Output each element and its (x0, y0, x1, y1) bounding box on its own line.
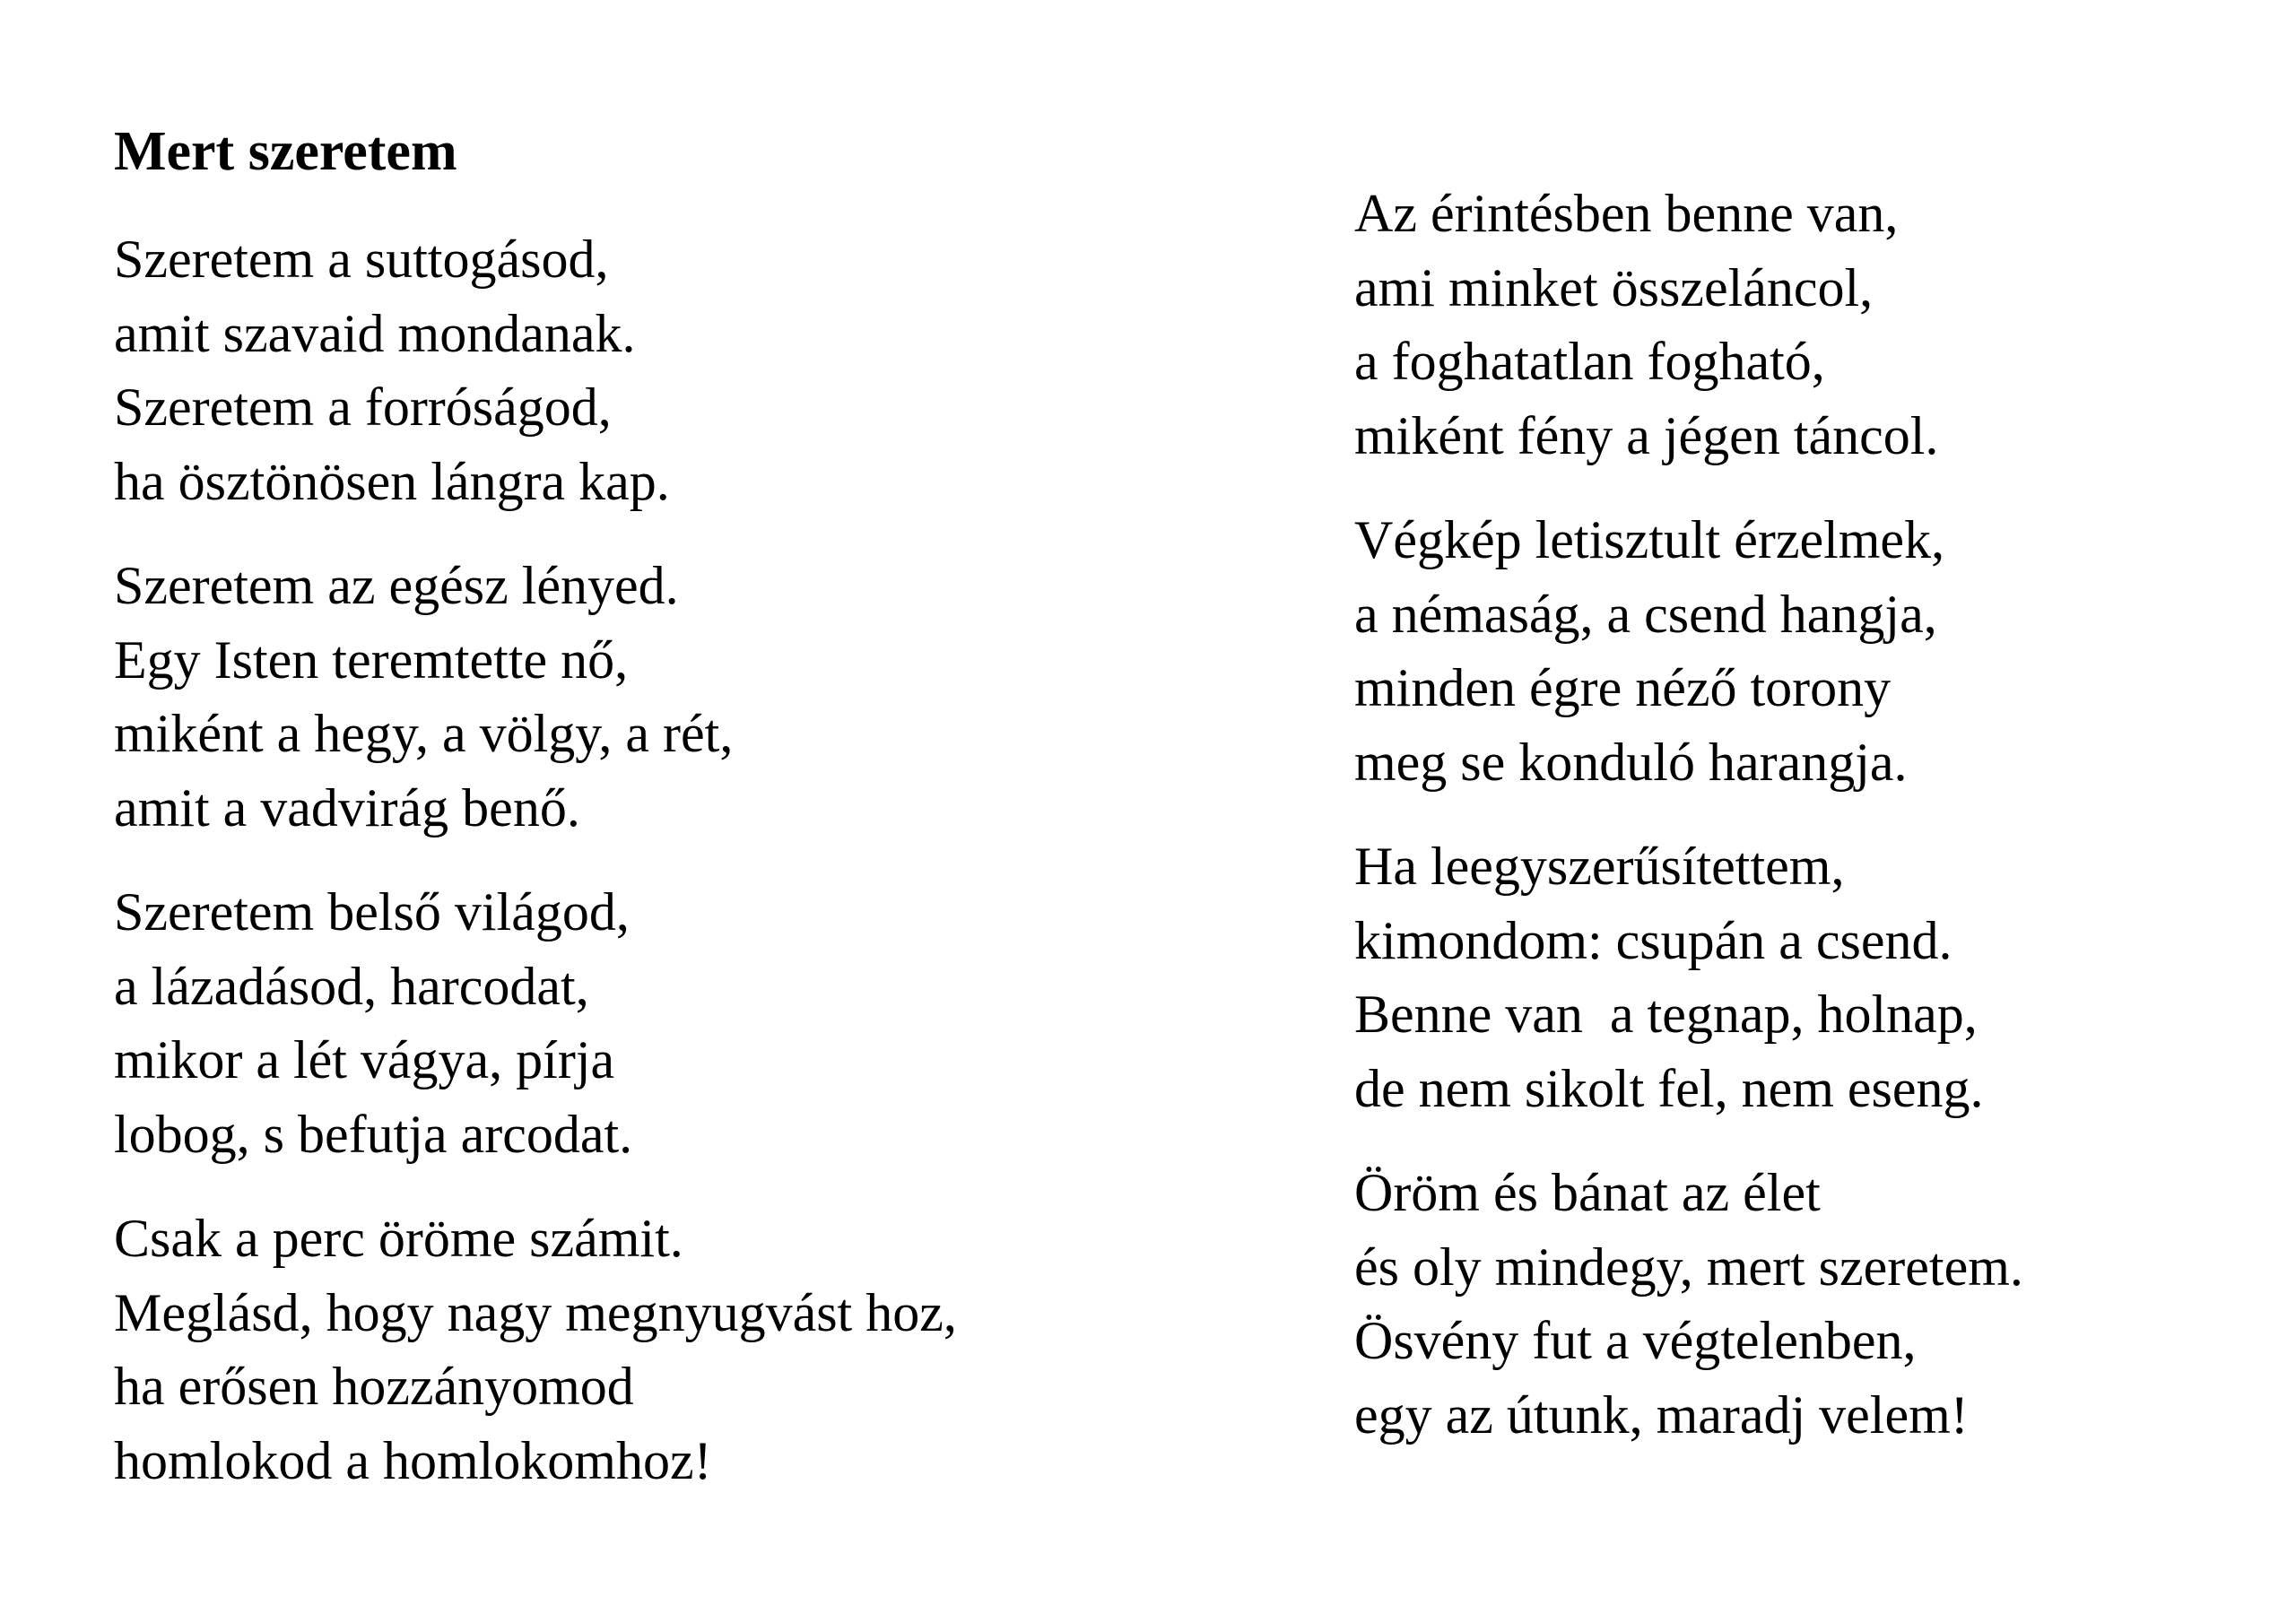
poem-line: Ösvény fut a végtelenben, (1354, 1311, 1917, 1370)
poem-line: ha ösztönösen lángra kap. (114, 451, 670, 511)
stanza (114, 1202, 1280, 1497)
poem-line: mikor a lét vágya, pírja (114, 1030, 615, 1089)
poem-line: Szeretem a forróságod, (114, 378, 612, 437)
poem-line: ha erősen hozzányomod (114, 1357, 634, 1416)
poem-line: Szeretem az egész lényed. (114, 556, 679, 615)
poem-line: Szeretem a suttogásod, (114, 230, 609, 289)
poem-line: amit szavaid mondanak. (114, 303, 636, 363)
poem-line: minden égre néző torony (1354, 658, 1892, 717)
poem-line: a némaság, a csend hangja, (1354, 584, 1937, 644)
stanza (114, 222, 1280, 518)
stanza (1354, 1156, 2296, 1452)
poem-line: a foghatatlan fogható, (1354, 332, 1825, 391)
poem-line: miként a hegy, a völgy, a rét, (114, 704, 734, 763)
stanza (1354, 503, 2296, 799)
poem-line: homlokod a homlokomhoz! (114, 1430, 712, 1490)
poem-line: amit a vadvirág benő. (114, 777, 580, 838)
stanza (114, 875, 1280, 1171)
poem-line: Benne van a tegnap, holnap, (1354, 985, 1978, 1044)
poem-line: lobog, s befutja arcodat. (114, 1104, 633, 1164)
left-column (114, 222, 1280, 1528)
poem-line: meg se konduló harangja. (1354, 732, 1908, 792)
poem-line: Csak a perc öröme számit. (114, 1209, 683, 1268)
right-column (1354, 177, 2296, 1482)
poem-line: Meglásd, hogy nagy megnyugvást hoz, (114, 1282, 957, 1342)
poem-line: Végkép letisztult érzelmek, (1354, 510, 1945, 569)
poem-line: ami minket összeláncol, (1354, 257, 1874, 317)
poem-title: Mert szeretem (114, 121, 457, 182)
poem-line: Ha leegyszerűsítettem, (1354, 837, 1845, 896)
poem-line: Szeretem belső világod, (114, 882, 630, 942)
poem-line: Öröm és bánat az élet (1354, 1163, 1821, 1222)
stanza (1354, 177, 2296, 473)
poem-line: Az érintésben benne van, (1354, 184, 1899, 243)
poem-line: a lázadásod, harcodat, (114, 956, 589, 1016)
poem-line: miként fény a jégen táncol. (1354, 405, 1939, 465)
poem-line: egy az útunk, maradj velem! (1354, 1384, 1969, 1445)
poem-line: kimondom: csupán a csend. (1354, 910, 1952, 970)
stanza (1354, 829, 2296, 1125)
poem-line: és oly mindegy, mert szeretem. (1354, 1237, 2023, 1297)
poem-line: Egy Isten teremtette nő, (114, 629, 629, 690)
stanza (114, 549, 1280, 845)
poem-line: de nem sikolt fel, nem eseng. (1354, 1058, 1984, 1118)
